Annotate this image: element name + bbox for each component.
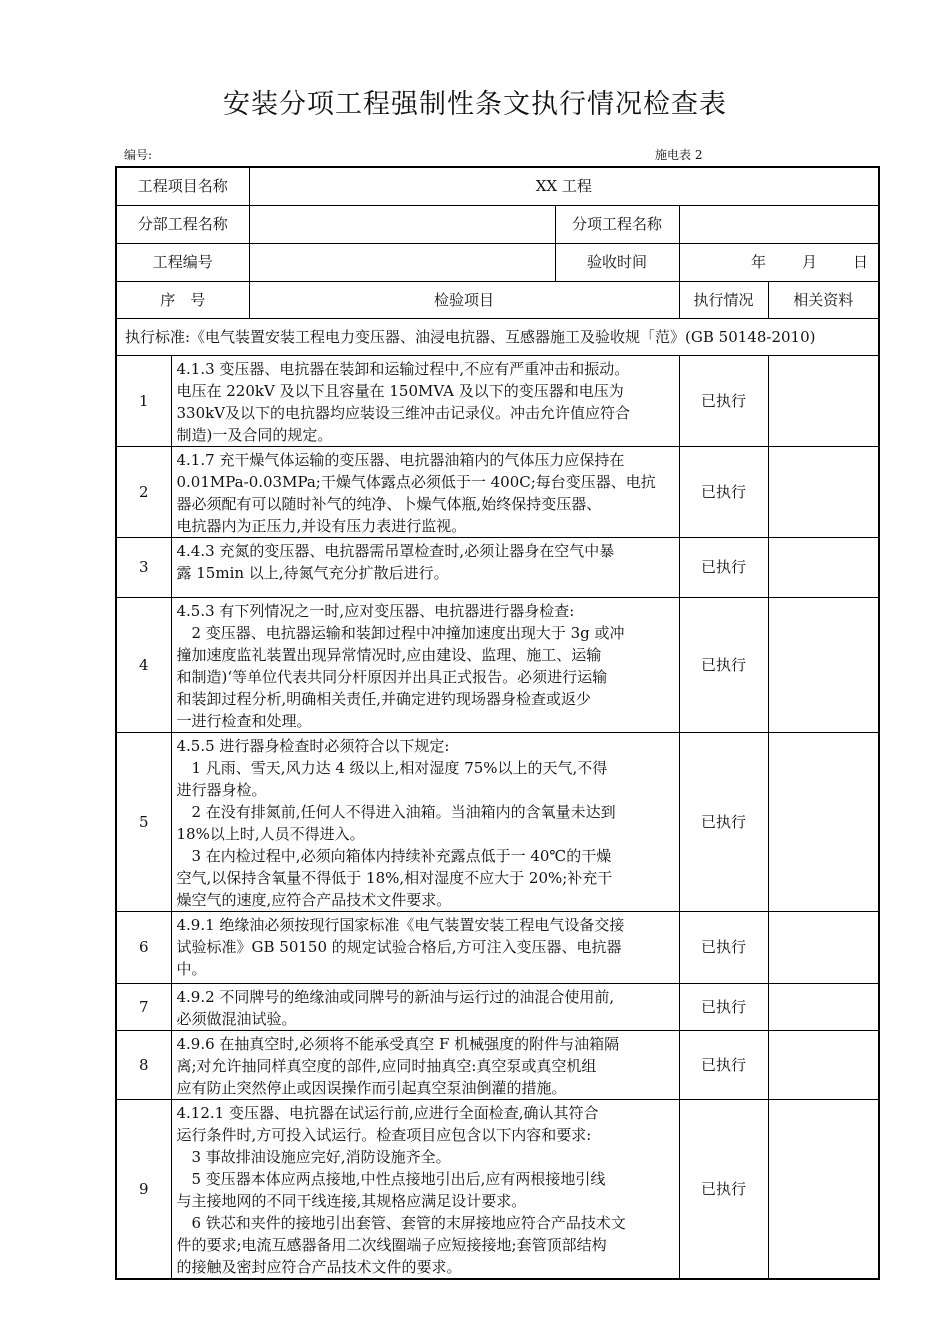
item-line: 0.01MPa-0.03MPa;干燥气体露点必须低于一 400C;每台变压器、电抗 [176,472,656,491]
item-line: 试验标准》GB 50150 的规定试验合格后,方可注入变压器、电抗器 [176,937,622,956]
inspection-item-text [171,1030,679,1099]
row-number: 7 [116,983,171,1030]
subitem-value[interactable] [679,205,879,243]
item-line: 330kV及以下的电抗器均应装设三维冲击记录仪。冲击允许值应符合 [176,403,631,422]
acceptance-date[interactable] [679,243,879,281]
inspection-item-text [171,911,679,983]
item-line: 电压在 220kV 及以下且容量在 150MVA 及以下的变压器和电压为 [176,381,624,400]
item-line: 3 事故排油设施应完好,消防设施齐全。 [176,1147,451,1166]
item-line: 4.9.6 在抽真空时,必须将不能承受真空 F 机械强度的附件与油箱隔 [176,1034,620,1053]
row-number: 1 [116,355,171,446]
related-docs-cell[interactable] [768,911,879,983]
col-seq-header: 序 号 [116,281,249,318]
table-row [116,911,879,983]
item-line: 进行器身检。 [176,780,267,799]
row-number: 8 [116,1030,171,1099]
table-row [116,1099,879,1279]
date-year: 年 [750,253,766,271]
item-line: 4.1.7 充干燥气体运输的变压器、电抗器油箱内的气体压力应保持在 [176,450,625,469]
project-name-label: 工程项目名称 [116,167,249,205]
item-line: 4.5.3 有下列情况之一时,应对变压器、电抗器进行器身检查: [176,601,575,620]
row-number: 5 [116,732,171,911]
item-line: 的接触及密封应符合产品技术文件的要求。 [176,1257,462,1276]
code-label: 编号: [124,148,153,162]
related-docs-cell[interactable] [768,355,879,446]
item-line: 器必须配有可以随时补气的纯净、卜燥气体瓶,始终保持变压器、 [176,494,602,513]
item-line: 中。 [176,959,207,978]
item-line: 燥空气的速度,应符合产品技术文件要求。 [176,890,452,909]
table-row [116,597,879,732]
item-line: 4.5.5 进行器身检查时必须符合以下规定: [176,736,450,755]
table-row [116,1030,879,1099]
item-line: 与主接地网的不同干线连接,其规格应满足设计要求。 [176,1191,527,1210]
col-item-header: 检验项目 [249,281,679,318]
related-docs-cell[interactable] [768,446,879,537]
subitem-label: 分项工程名称 [555,205,679,243]
item-line: 6 铁芯和夹件的接地引出套管、套管的末屏接地应符合产品技术文 [176,1213,626,1232]
related-docs-cell[interactable] [768,983,879,1030]
inspection-table [115,166,880,1280]
table-row [116,983,879,1030]
inspection-item-text [171,732,679,911]
item-line: 电抗器内为正压力,并设有压力表进行监视。 [176,516,467,535]
inspection-item-text [171,597,679,732]
related-docs-cell[interactable] [768,537,879,597]
table-row [116,537,879,597]
col-status-header: 执行情况 [679,281,768,318]
item-line: 和装卸过程分析,明确相关责任,并确定进钓现场器身检查或返少 [176,689,592,708]
inspection-item-text [171,355,679,446]
inspection-item-text [171,537,679,597]
item-line: 5 变压器本体应两点接地,中性点接地引出后,应有两根接地引线 [176,1169,606,1188]
execution-status[interactable]: 已执行 [679,446,768,537]
item-line: 必须做混油试验。 [176,1009,297,1028]
row-number: 3 [116,537,171,597]
item-line: 4.1.3 变压器、电抗器在装卸和运输过程中,不应有严重冲击和振动。 [176,359,630,378]
row-number: 2 [116,446,171,537]
item-line: 1 凡雨、雪天,风力达 4 级以上,相对湿度 75%以上的天气,不得 [176,758,608,777]
row-number: 4 [116,597,171,732]
date-day: 日 [853,253,869,271]
item-line: 18%以上时,人员不得进入。 [176,824,365,843]
item-line: 4.9.2 不同牌号的绝缘油或同牌号的新油与运行过的油混合使用前, [176,987,615,1006]
item-line: 撞加速度监礼装置出现异常情况时,应由建设、监理、施工、运输 [176,645,602,664]
form-ref: 施电表 2 [655,148,703,162]
item-line: 2 变压器、电抗器运输和装卸过程中冲撞加速度出现大于 3g 或冲 [176,623,625,642]
execution-status[interactable]: 已执行 [679,983,768,1030]
related-docs-cell[interactable] [768,1030,879,1099]
division-label: 分部工程名称 [116,205,249,243]
related-docs-cell[interactable] [768,732,879,911]
item-line: 应有防止突然停止或因误操作而引起真空泵油倒灌的措施。 [176,1078,567,1097]
item-line: 制造)一及合同的规定。 [176,425,333,444]
division-value[interactable] [249,205,555,243]
related-docs-cell[interactable] [768,597,879,732]
execution-status[interactable]: 已执行 [679,911,768,983]
item-line: 空气,以保持含氧量不得低于 18%,相对湿度不应大于 20%;补充干 [176,868,613,887]
inspection-item-text [171,983,679,1030]
page-title: 安装分项工程强制性条文执行情况检查表 [223,89,727,120]
execution-status[interactable]: 已执行 [679,355,768,446]
item-line: 3 在内检过程中,必须向箱体内持续补充露点低于一 40℃的干燥 [176,846,612,865]
table-row [116,446,879,537]
row-number: 9 [116,1099,171,1279]
acceptance-time-label: 验收时间 [555,243,679,281]
item-line: 一进行检查和处理。 [176,711,312,730]
standard-row: 执行标准:《电气装置安装工程电力变压器、油浸电抗器、互感器施工及验收规「范》(GB 50148-2010) [116,318,879,355]
related-docs-cell[interactable] [768,1099,879,1279]
inspection-item-text [171,446,679,537]
execution-status[interactable]: 已执行 [679,537,768,597]
project-name-value[interactable]: XX 工程 [249,167,879,205]
item-line: 4.12.1 变压器、电抗器在试运行前,应进行全面检查,确认其符合 [176,1103,599,1122]
item-line: 件的要求;电流互感器备用二次线圈端子应短接接地;套管顶部结构 [176,1235,607,1254]
table-row [116,732,879,911]
item-line: 和制造)‘等单位代表共同分杆原因并出具正式报告。必须进行运输 [176,667,608,686]
item-line: 4.9.1 绝缘油必须按现行国家标准《电气装置安装工程电气设备交接 [176,915,625,934]
col-docs-header: 相关资料 [768,281,879,318]
item-line: 运行条件时,方可投入试运行。检查项目应包含以下内容和要求: [176,1125,592,1144]
item-line: 离;对允许抽同样真空度的部件,应同时抽真空:真空泵或真空机组 [176,1056,597,1075]
execution-status[interactable]: 已执行 [679,1030,768,1099]
row-number: 6 [116,911,171,983]
date-month: 月 [802,253,818,271]
project-no-value[interactable] [249,243,555,281]
execution-status[interactable]: 已执行 [679,1099,768,1279]
item-line: 露 15min 以上,待氮气充分扩散后进行。 [176,563,449,582]
inspection-item-text [171,1099,679,1279]
execution-status[interactable]: 已执行 [679,597,768,732]
item-line: 2 在没有排氮前,任何人不得进入油箱。当油箱内的含氧量未达到 [176,802,616,821]
item-line: 4.4.3 充氮的变压器、电抗器需吊罩检查时,必须让器身在空气中暴 [176,541,615,560]
table-row [116,355,879,446]
execution-status[interactable]: 已执行 [679,732,768,911]
project-no-label: 工程编号 [116,243,249,281]
